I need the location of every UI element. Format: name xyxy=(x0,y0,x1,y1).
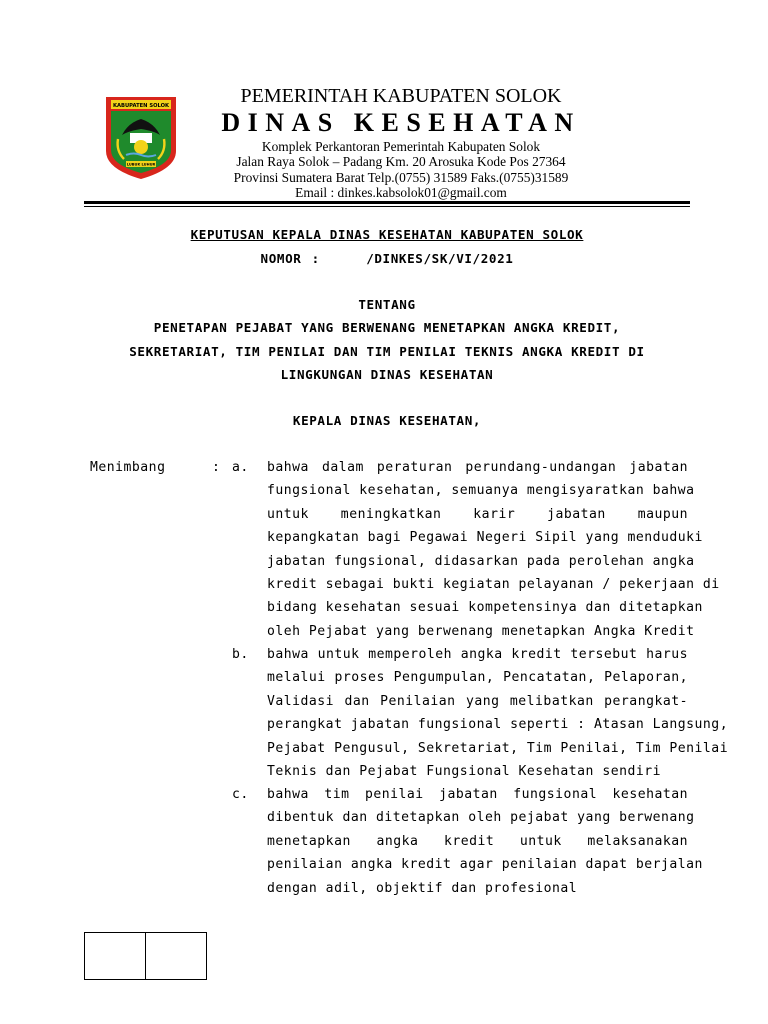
item-letter: a. xyxy=(232,460,249,475)
initials-cell xyxy=(145,933,206,979)
initials-box xyxy=(84,932,207,980)
logo-sun xyxy=(134,140,148,154)
item-line: bahwa dalam peraturan perundang-undangan jabatan xyxy=(267,460,688,475)
item-line: penilaian angka kredit agar penilaian dapat berjalan xyxy=(267,857,703,873)
item-line: menetapkan angka kredit untuk melaksanakan xyxy=(267,833,688,849)
address-line: Provinsi Sumatera Barat Telp.(0755) 31589 Faks.(0755)31589 xyxy=(233,169,569,185)
item-line: Pejabat Pengusul, Sekretariat, Tim Penilai, Tim Penilai xyxy=(267,740,729,756)
item-line: perangkat jabatan fungsional seperti : Atasan Langsung, xyxy=(267,717,729,733)
subject-line: PENETAPAN PEJABAT YANG BERWENANG MENETAPKAN ANGKA KREDIT, xyxy=(153,320,621,335)
item-line: jabatan fungsional, didasarkan pada perolehan angka xyxy=(267,553,695,569)
decree-number-value: /DINKES/SK/VI/2021 xyxy=(366,251,514,266)
official-title: KEPALA DINAS KESEHATAN, xyxy=(292,413,482,428)
address-line: Komplek Perkantoran Pemerintah Kabupaten Solok xyxy=(261,139,541,154)
item-line: oleh Pejabat yang berwenang menetapkan Angka Kredit xyxy=(267,623,695,639)
item-line: dibentuk dan ditetapkan oleh pejabat yang berwenang xyxy=(267,810,695,826)
item-line: bidang kesehatan sesuai kompetensinya dan ditetapkan xyxy=(267,600,703,616)
item-line: fungsional kesehatan, semuanya mengisyaratkan bahwa xyxy=(267,483,695,499)
considering-item-a xyxy=(267,456,720,643)
letterhead-rule-thin xyxy=(84,206,690,207)
subject-line: LINGKUNGAN DINAS KESEHATAN xyxy=(280,367,494,382)
address-block xyxy=(196,139,606,200)
department-name: DINAS KESEHATAN xyxy=(221,108,581,137)
considering-item-c xyxy=(267,783,703,900)
item-line: Validasi dan Penilaian yang melibatkan perangkat- xyxy=(267,693,688,709)
subject-line: SEKRETARIAT, TIM PENILAI DAN TIM PENILAI TEKNIS ANGKA KREDIT DI xyxy=(129,344,645,359)
decree-title: KEPUTUSAN KEPALA DINAS KESEHATAN KABUPATEN SOLOK xyxy=(190,227,584,242)
address-email: Email : dinkes.kabsolok01@gmail.com xyxy=(295,184,507,200)
item-line: Teknis dan Pejabat Fungsional Kesehatan sendiri xyxy=(267,763,662,779)
decree-number xyxy=(84,252,690,266)
item-letter: c. xyxy=(232,787,249,802)
logo-banner-text: KABUPATEN SOLOK xyxy=(112,103,170,109)
item-letter: b. xyxy=(232,647,249,662)
address-line: Jalan Raya Solok – Padang Km. 20 Arosuka Kode Pos 27364 xyxy=(236,154,566,170)
considering-label: Menimbang xyxy=(90,460,166,475)
item-line: melalui proses Pengumpulan, Pencatatan, Pelaporan, xyxy=(267,670,688,686)
logo-motto-text: LUBUK LUHUR xyxy=(126,162,156,167)
item-line: dengan adil, objektif dan profesional xyxy=(267,880,578,896)
item-line: bahwa tim penilai jabatan fungsional kesehatan xyxy=(267,787,688,802)
decree-number-label: NOMOR : xyxy=(260,251,320,266)
kabupaten-solok-logo xyxy=(104,95,178,181)
government-name: PEMERINTAH KABUPATEN SOLOK xyxy=(240,85,562,107)
about-label: TENTANG xyxy=(358,297,416,312)
item-line: kepangkatan bagi Pegawai Negeri Sipil yang menduduki xyxy=(267,530,703,546)
initials-cell xyxy=(85,933,145,979)
letterhead-rule-thick xyxy=(84,201,690,204)
item-line: kredit sebagai bukti kegiatan pelayanan / pekerjaan di xyxy=(267,576,720,592)
considering-colon: : xyxy=(212,460,221,475)
considering-item-b xyxy=(267,643,729,783)
item-line: untuk meningkatkan karir jabatan maupun xyxy=(267,506,688,522)
item-line: bahwa untuk memperoleh angka kredit tersebut harus xyxy=(267,647,688,662)
